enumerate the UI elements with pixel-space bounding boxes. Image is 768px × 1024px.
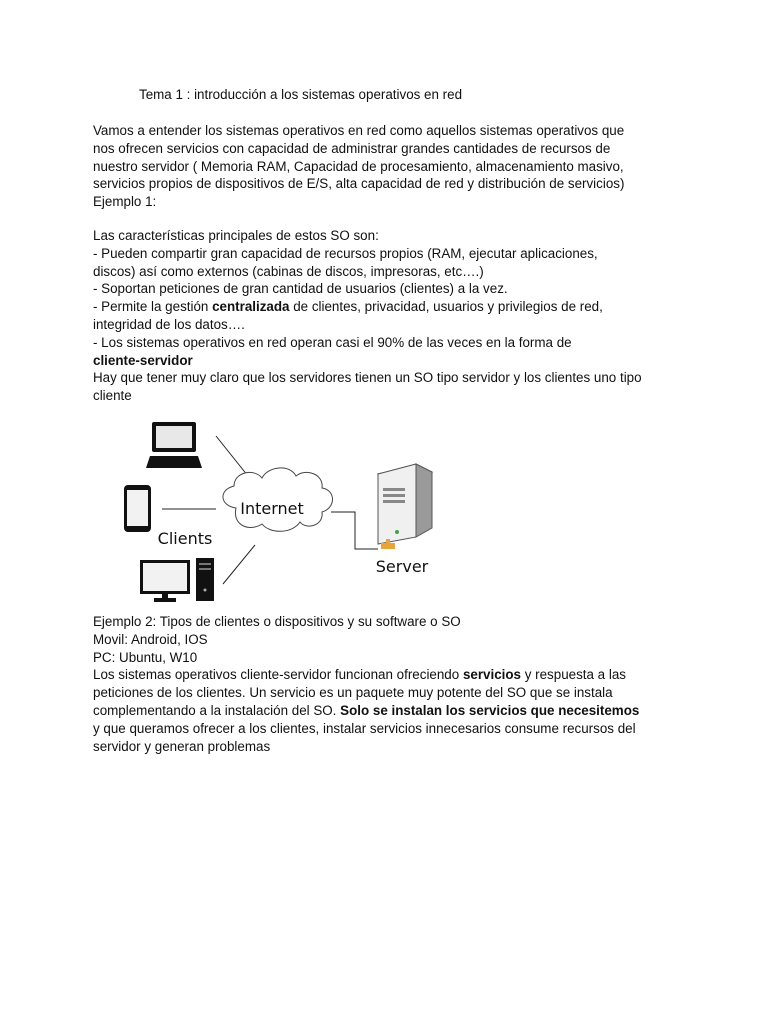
feature-item-1: - Pueden compartir gran capacidad de recursos propios (RAM, ejecutar aplicaciones, [93, 245, 598, 261]
desktop-connection-line [223, 545, 255, 584]
client-server-diagram [110, 412, 460, 610]
services-pre: Los sistemas operativos cliente-servidor funcionan ofreciendo [93, 667, 463, 683]
note-line: Hay que tener muy claro que los servidores tienen un SO tipo servidor y los clientes uno tipo [93, 370, 642, 386]
services-emphasis: Solo se instalan los servicios que necesitemos [340, 702, 640, 718]
laptop-icon [146, 422, 202, 468]
laptop-connection-line [216, 436, 248, 476]
note-line: cliente [93, 388, 132, 404]
cliente-servidor-term: cliente-servidor [93, 352, 193, 368]
services-line3-pre: complementando a la instalación del SO. [93, 702, 341, 718]
feature-item-1-cont: discos) así como externos (cabinas de discos, impresoras, etc….) [93, 263, 484, 279]
example-2-section [93, 613, 693, 755]
services-post: y respuesta a las [521, 667, 626, 683]
servicios-term: servicios [462, 667, 522, 683]
features-heading: Las características principales de estos SO son: [93, 228, 379, 243]
pc-line: PC: Ubuntu, W10 [93, 649, 198, 665]
server-connection-line [331, 512, 378, 549]
services-line [93, 666, 693, 684]
feature-item-3-bold: centralizada [212, 299, 290, 315]
intro-line: Vamos a entender los sistemas operativos en red como aquellos sistemas operativos que [93, 123, 625, 138]
intro-line: servicios propios de dispositivos de E/S, alta capacidad de red y distribución de servicios) [93, 176, 625, 192]
intro-line: nos ofrecen servicios con capacidad de administrar grandes cantidades de recursos de [93, 140, 611, 156]
internet-label: Internet [240, 499, 304, 518]
feature-item-2: - Soportan peticiones de gran cantidad de usuarios (clientes) a la vez. [93, 281, 508, 297]
intro-paragraph [93, 122, 693, 211]
desktop-pc-icon [140, 558, 214, 602]
example-2-heading: Ejemplo 2: Tipos de clientes o dispositivos y su software o SO [93, 614, 461, 629]
services-line: peticiones de los clientes. Un servicio es un paquete muy potente del SO que se instala [93, 685, 613, 701]
feature-item-3-cont: integridad de los datos…. [93, 316, 245, 332]
clients-label: Clients [157, 529, 213, 548]
services-line: servidor y generan problemas [93, 738, 271, 754]
feature-item-3-post: de clientes, privacidad, usuarios y privilegios de red, [289, 299, 603, 315]
page-title: Tema 1 : introducción a los sistemas operativos en red [139, 87, 463, 102]
services-line: y que queramos ofrecer a los clientes, instalar servicios innecesarios consume recursos del [93, 720, 636, 736]
smartphone-icon [124, 485, 151, 532]
example-1-label: Ejemplo 1: [93, 194, 157, 210]
feature-item-4: - Los sistemas operativos en red operan casi el 90% de las veces en la forma de [93, 334, 572, 350]
feature-item-4-bold [93, 352, 693, 370]
services-line [93, 702, 693, 720]
intro-line: nuestro servidor ( Memoria RAM, Capacidad de procesamiento, almacenamiento masivo, [93, 158, 624, 174]
movil-line: Movil: Android, IOS [93, 631, 208, 647]
server-label: Server [375, 557, 429, 576]
feature-item-3-pre: - Permite la gestión [93, 299, 213, 315]
feature-item-3 [93, 298, 693, 316]
server-icon [378, 464, 432, 549]
features-section [93, 227, 693, 405]
